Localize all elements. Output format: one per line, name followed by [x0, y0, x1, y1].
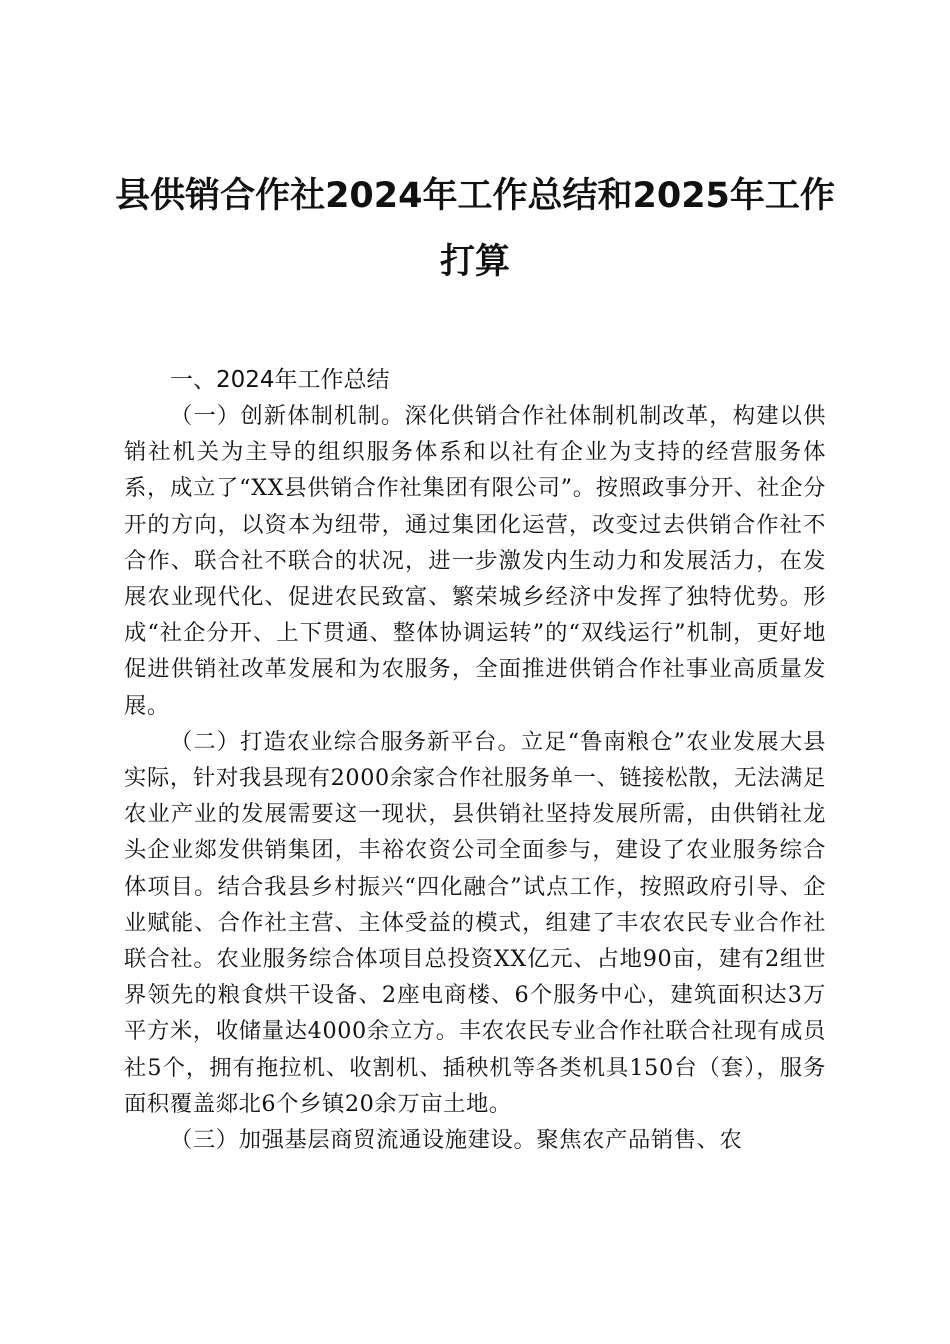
- document-title-line-2: 打算: [439, 242, 510, 282]
- paragraph-text: 立足“鲁南粮仓”农业发展大县实际，针对我县现有2000余家合作社服务单一、链接松散，无法满足农业产业的发展需要这一现状，县供销社坚持发展所需，由供销社龙头企业郯发供销集团，丰裕农资公司全面参与，建设了农业服务综合体项目。结合我县乡村振兴“四化融合”试点工作，按照政府引导、企业赋能、合作社主营、主体受益的模式，组建了丰农农民专业合作社联合社。农业服务综合体项目总投资XX亿元、占地90亩，建有2组世界领先的粮食烘干设备、2座电商楼、6个服务中心，建筑面积达3万平方米，收储量达4000余立方。丰农农民专业合作社联合社现有成员社5个，拥有拖拉机、收割机、插秧机等各类机具150台（套），服务面积覆盖郯北6个乡镇20余万亩土地。: [124, 728, 826, 1117]
- paragraph-text: 深化供销合作社体制机制改革，构建以供销社机关为主导的组织服务体系和以社有企业为支持的经营服务体系，成立了“XX县供销合作社集团有限公司”。按照政事分开、社企分开的方向，以资本为纽带，通过集团化运营，改变过去供销合作社不合作、联合社不联合的状况，进一步激发内生动力和发展活力，在发展农业现代化、促进农民致富、繁荣城乡经济中发挥了独特优势。形成“社企分开、上下贯通、整体协调运转”的“双线运行”机制，更好地促进供销社改革发展和为农服务，全面推进供销合作社事业高质量发展。: [124, 403, 826, 719]
- paragraph-3: [124, 1122, 826, 1158]
- paragraph-1: [124, 398, 826, 724]
- paragraph-2: [124, 724, 826, 1122]
- paragraph-text: 聚焦农产品销售、农: [536, 1127, 743, 1154]
- paragraph-lead: （二）打造农业综合服务新平台。: [170, 728, 521, 755]
- document-body: [124, 362, 826, 1158]
- section-heading: 一、2024年工作总结: [170, 367, 390, 393]
- document-title-line-1: 县供销合作社2024年工作总结和2025年工作: [115, 176, 835, 216]
- paragraph-lead: （三）加强基层商贸流通设施建设。: [170, 1127, 537, 1154]
- paragraph-lead: （一）创新体制机制。: [170, 403, 405, 429]
